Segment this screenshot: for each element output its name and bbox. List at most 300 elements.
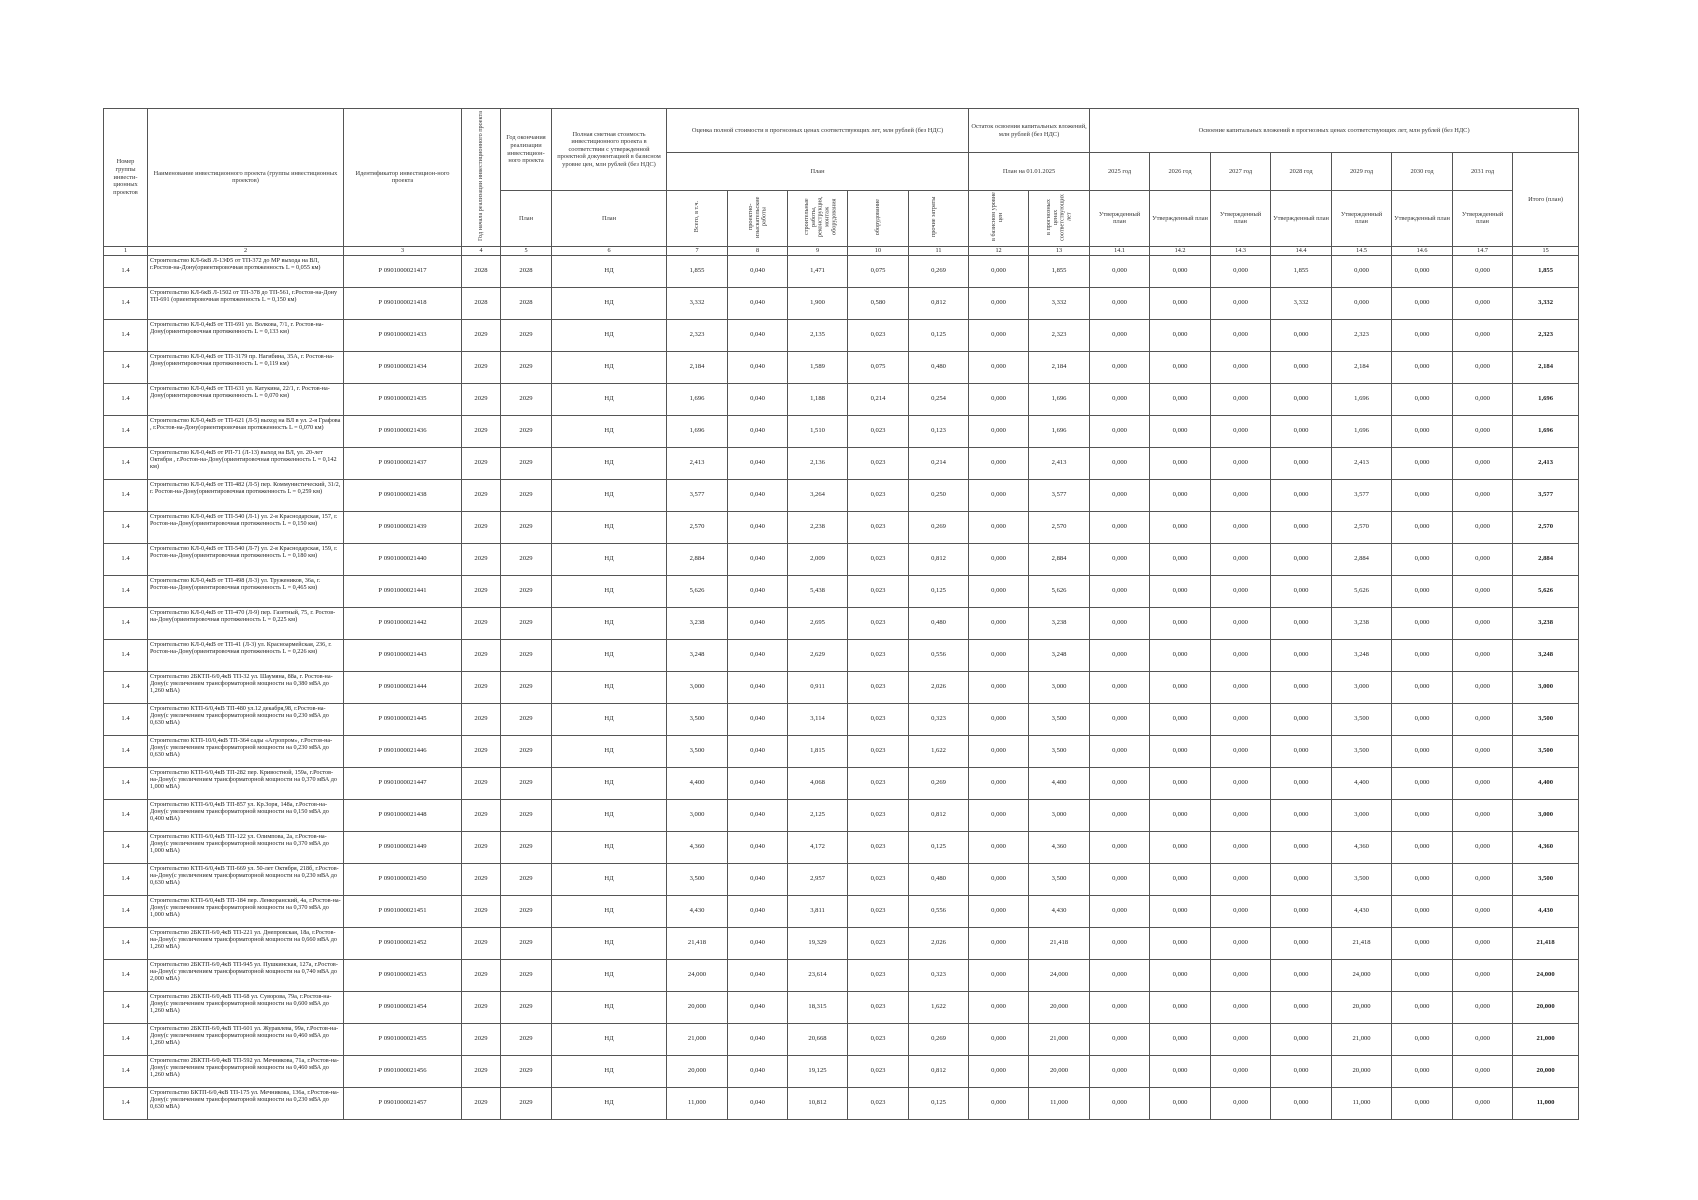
start-year-cell: 2029: [462, 639, 501, 671]
total-cost-cell: 2,884: [667, 543, 728, 575]
capex-2027-cell: 0,000: [1211, 863, 1271, 895]
total-cost-cell: 2,184: [667, 351, 728, 383]
table-header: [104, 109, 1579, 256]
remainder-base-cell: 0,000: [969, 543, 1029, 575]
capex-2028-cell: 0,000: [1271, 415, 1332, 447]
total-plan-cell: 1,855: [1513, 255, 1579, 287]
capex-2025-cell: 0,000: [1090, 863, 1150, 895]
header-capex-by-year: Освоение капитальных вложений в прогнозных ценах соответствующих лет, млн рублей (без НДС): [1090, 109, 1579, 153]
capex-2029-cell: 20,000: [1332, 1055, 1392, 1087]
survey-cost-cell: 0,040: [728, 1055, 788, 1087]
capex-2028-cell: 0,000: [1271, 863, 1332, 895]
start-year-cell: 2029: [462, 799, 501, 831]
equipment-cost-cell: 0,023: [848, 511, 909, 543]
other-cost-cell: 0,480: [909, 863, 969, 895]
end-year-cell: 2029: [501, 351, 552, 383]
group-number-cell: 1.4: [104, 479, 148, 511]
construction-cost-cell: 1,510: [788, 415, 848, 447]
capex-2027-cell: 0,000: [1211, 1087, 1271, 1119]
capex-2025-cell: 0,000: [1090, 511, 1150, 543]
capex-2026-cell: 0,000: [1150, 991, 1211, 1023]
total-plan-cell: 3,248: [1513, 639, 1579, 671]
project-id-cell: Р 0901000021446: [344, 735, 462, 767]
remainder-forecast-cell: 4,430: [1029, 895, 1090, 927]
equipment-cost-cell: 0,023: [848, 671, 909, 703]
start-year-cell: 2029: [462, 543, 501, 575]
project-name-cell: Строительство 2БКТП-6/0,4кВ ТП-945 ул. Пушкинская, 127а, г.Ростов-на-Дону(с увеличением трансформаторной мощности на 0,740 мВА до 2,000 мВА): [148, 959, 344, 991]
estimate-cell: НД: [552, 479, 667, 511]
capex-2027-cell: 0,000: [1211, 927, 1271, 959]
project-name-cell: Строительство КЛ-6кВ Л-1502 от ТП-378 до ТП-561, г.Ростов-на-Дону ТП-691 (ориентировочная протяженность L = 0,150 км): [148, 287, 344, 319]
group-number-cell: 1.4: [104, 511, 148, 543]
capex-2029-cell: 2,570: [1332, 511, 1392, 543]
survey-cost-cell: 0,040: [728, 319, 788, 351]
capex-2030-cell: 0,000: [1392, 319, 1453, 351]
capex-2030-cell: 0,000: [1392, 959, 1453, 991]
capex-2031-cell: 0,000: [1453, 895, 1513, 927]
capex-2027-cell: 0,000: [1211, 447, 1271, 479]
equipment-cost-cell: 0,023: [848, 831, 909, 863]
total-plan-cell: 2,323: [1513, 319, 1579, 351]
estimate-cell: НД: [552, 415, 667, 447]
capex-2030-cell: 0,000: [1392, 1023, 1453, 1055]
total-plan-cell: 4,430: [1513, 895, 1579, 927]
project-id-cell: Р 0901000021418: [344, 287, 462, 319]
estimate-cell: НД: [552, 543, 667, 575]
capex-2026-cell: 0,000: [1150, 319, 1211, 351]
remainder-base-cell: 0,000: [969, 319, 1029, 351]
table-row: [104, 639, 1579, 671]
capex-2031-cell: 0,000: [1453, 607, 1513, 639]
remainder-forecast-cell: 21,418: [1029, 927, 1090, 959]
start-year-cell: 2029: [462, 351, 501, 383]
project-id-cell: Р 0901000021442: [344, 607, 462, 639]
remainder-base-cell: 0,000: [969, 1055, 1029, 1087]
capex-2028-cell: 0,000: [1271, 607, 1332, 639]
capex-2028-cell: 0,000: [1271, 959, 1332, 991]
project-id-cell: Р 0901000021434: [344, 351, 462, 383]
capex-2029-cell: 21,000: [1332, 1023, 1392, 1055]
column-number: 15: [1513, 246, 1579, 255]
table-row: [104, 831, 1579, 863]
end-year-cell: 2029: [501, 767, 552, 799]
remainder-base-cell: 0,000: [969, 255, 1029, 287]
remainder-forecast-cell: 2,413: [1029, 447, 1090, 479]
capex-2026-cell: 0,000: [1150, 767, 1211, 799]
remainder-base-cell: 0,000: [969, 799, 1029, 831]
end-year-cell: 2029: [501, 415, 552, 447]
other-cost-cell: 0,250: [909, 479, 969, 511]
column-number: 14.6: [1392, 246, 1453, 255]
other-cost-cell: 0,125: [909, 831, 969, 863]
construction-cost-cell: 2,629: [788, 639, 848, 671]
column-number: 4: [462, 246, 501, 255]
start-year-cell: 2029: [462, 927, 501, 959]
capex-2025-cell: 0,000: [1090, 767, 1150, 799]
capex-2027-cell: 0,000: [1211, 511, 1271, 543]
capex-2025-cell: 0,000: [1090, 735, 1150, 767]
start-year-cell: 2029: [462, 415, 501, 447]
capex-2028-cell: 0,000: [1271, 319, 1332, 351]
equipment-cost-cell: 0,023: [848, 415, 909, 447]
capex-2027-cell: 0,000: [1211, 575, 1271, 607]
start-year-cell: 2029: [462, 831, 501, 863]
table-row: [104, 575, 1579, 607]
total-plan-cell: 4,400: [1513, 767, 1579, 799]
equipment-cost-cell: 0,075: [848, 255, 909, 287]
remainder-forecast-cell: 2,323: [1029, 319, 1090, 351]
capex-2028-cell: 0,000: [1271, 703, 1332, 735]
construction-cost-cell: 2,238: [788, 511, 848, 543]
capex-2025-cell: 0,000: [1090, 831, 1150, 863]
capex-2030-cell: 0,000: [1392, 415, 1453, 447]
other-cost-cell: 2,026: [909, 927, 969, 959]
table-row: [104, 255, 1579, 287]
capex-2026-cell: 0,000: [1150, 415, 1211, 447]
project-id-cell: Р 0901000021441: [344, 575, 462, 607]
project-name-cell: Строительство КЛ-0,4кВ от ТП-3179 пр. Нагибина, 35А, г. Ростов-на-Дону(ориентировочная протяженность L = 0,119 км): [148, 351, 344, 383]
header-approved-2031: Утвержденный план: [1453, 191, 1513, 247]
capex-2030-cell: 0,000: [1392, 863, 1453, 895]
construction-cost-cell: 5,438: [788, 575, 848, 607]
equipment-cost-cell: 0,023: [848, 735, 909, 767]
remainder-forecast-cell: 3,500: [1029, 863, 1090, 895]
header-approved-2028: Утвержденный план: [1271, 191, 1332, 247]
capex-2025-cell: 0,000: [1090, 351, 1150, 383]
capex-2030-cell: 0,000: [1392, 383, 1453, 415]
capex-2028-cell: 0,000: [1271, 511, 1332, 543]
header-approved-2029: Утвержденный план: [1332, 191, 1392, 247]
end-year-cell: 2029: [501, 575, 552, 607]
total-plan-cell: 1,696: [1513, 415, 1579, 447]
other-cost-cell: 0,125: [909, 575, 969, 607]
capex-2031-cell: 0,000: [1453, 255, 1513, 287]
end-year-cell: 2029: [501, 799, 552, 831]
end-year-cell: 2029: [501, 607, 552, 639]
other-cost-cell: 0,812: [909, 1055, 969, 1087]
end-year-cell: 2029: [501, 1087, 552, 1119]
capex-2027-cell: 0,000: [1211, 415, 1271, 447]
table-row: [104, 959, 1579, 991]
capex-2027-cell: 0,000: [1211, 479, 1271, 511]
survey-cost-cell: 0,040: [728, 447, 788, 479]
end-year-cell: 2029: [501, 863, 552, 895]
capex-2028-cell: 0,000: [1271, 383, 1332, 415]
capex-2025-cell: 0,000: [1090, 991, 1150, 1023]
header-year-2025: 2025 год: [1090, 153, 1150, 191]
total-cost-cell: 3,577: [667, 479, 728, 511]
total-plan-cell: 3,332: [1513, 287, 1579, 319]
capex-2028-cell: 0,000: [1271, 831, 1332, 863]
group-number-cell: 1.4: [104, 287, 148, 319]
capex-2031-cell: 0,000: [1453, 991, 1513, 1023]
remainder-base-cell: 0,000: [969, 511, 1029, 543]
construction-cost-cell: 1,815: [788, 735, 848, 767]
project-id-cell: Р 0901000021436: [344, 415, 462, 447]
capex-2030-cell: 0,000: [1392, 735, 1453, 767]
capex-2029-cell: 3,500: [1332, 735, 1392, 767]
remainder-base-cell: 0,000: [969, 607, 1029, 639]
start-year-cell: 2029: [462, 767, 501, 799]
capex-2028-cell: 0,000: [1271, 1023, 1332, 1055]
equipment-cost-cell: 0,023: [848, 767, 909, 799]
capex-2025-cell: 0,000: [1090, 543, 1150, 575]
total-cost-cell: 1,855: [667, 255, 728, 287]
end-year-cell: 2029: [501, 991, 552, 1023]
total-cost-cell: 2,570: [667, 511, 728, 543]
equipment-cost-cell: 0,023: [848, 1055, 909, 1087]
survey-cost-cell: 0,040: [728, 415, 788, 447]
table-row: [104, 287, 1579, 319]
capex-2030-cell: 0,000: [1392, 287, 1453, 319]
estimate-cell: НД: [552, 351, 667, 383]
survey-cost-cell: 0,040: [728, 351, 788, 383]
total-cost-cell: 4,360: [667, 831, 728, 863]
remainder-forecast-cell: 20,000: [1029, 991, 1090, 1023]
total-cost-cell: 3,000: [667, 671, 728, 703]
estimate-cell: НД: [552, 319, 667, 351]
construction-cost-cell: 10,812: [788, 1087, 848, 1119]
survey-cost-cell: 0,040: [728, 671, 788, 703]
header-remainder: Остаток освоения капитальных вложений, млн рублей (без НДС): [969, 109, 1090, 153]
capex-2029-cell: 2,884: [1332, 543, 1392, 575]
capex-2029-cell: 3,000: [1332, 799, 1392, 831]
capex-2029-cell: 24,000: [1332, 959, 1392, 991]
group-number-cell: 1.4: [104, 671, 148, 703]
header-sub-total: Всего, в т.ч.: [667, 191, 728, 247]
capex-2027-cell: 0,000: [1211, 959, 1271, 991]
survey-cost-cell: 0,040: [728, 959, 788, 991]
total-cost-cell: 3,238: [667, 607, 728, 639]
total-cost-cell: 3,500: [667, 735, 728, 767]
total-plan-cell: 2,184: [1513, 351, 1579, 383]
header-plan-on-date: План на 01.01.2025: [969, 153, 1090, 191]
capex-2029-cell: 11,000: [1332, 1087, 1392, 1119]
construction-cost-cell: 2,695: [788, 607, 848, 639]
capex-2028-cell: 0,000: [1271, 479, 1332, 511]
header-sub-forecast-prices: в прогнозных ценах соответствующих лет: [1029, 191, 1090, 247]
capex-2025-cell: 0,000: [1090, 703, 1150, 735]
remainder-forecast-cell: 21,000: [1029, 1023, 1090, 1055]
capex-2030-cell: 0,000: [1392, 767, 1453, 799]
project-id-cell: Р 0901000021447: [344, 767, 462, 799]
capex-2030-cell: 0,000: [1392, 351, 1453, 383]
capex-2031-cell: 0,000: [1453, 479, 1513, 511]
group-number-cell: 1.4: [104, 959, 148, 991]
capex-2026-cell: 0,000: [1150, 511, 1211, 543]
remainder-forecast-cell: 1,696: [1029, 415, 1090, 447]
header-year-2030: 2030 год: [1392, 153, 1453, 191]
project-name-cell: Строительство КТП-6/0,4кВ ТП-857 ул. Кр.Зоря, 148а, г.Ростов-на-Дону(с увеличением трансформаторной мощности на 0,150 мВА до 0,400 мВА): [148, 799, 344, 831]
start-year-cell: 2029: [462, 895, 501, 927]
header-year-2026: 2026 год: [1150, 153, 1211, 191]
project-name-cell: Строительство 2БКТП-6/0,4кВ ТП-221 ул. Днепровская, 18а, г.Ростов-на-Дону(с увеличением трансформаторной мощности на 0,660 мВА до 1,260 мВА): [148, 927, 344, 959]
table-row: [104, 927, 1579, 959]
remainder-base-cell: 0,000: [969, 415, 1029, 447]
capex-2027-cell: 0,000: [1211, 831, 1271, 863]
capex-2027-cell: 0,000: [1211, 543, 1271, 575]
header-year-2029: 2029 год: [1332, 153, 1392, 191]
project-name-cell: Строительство 2БКТП-6/0,4кВ ТП-32 ул. Шаумяна, 88а, г. Ростов-на-Дону(с увеличением трансформаторной мощности на 0,380 мВА до 1,260 мВА): [148, 671, 344, 703]
total-plan-cell: 3,000: [1513, 671, 1579, 703]
header-end-plan: План: [501, 191, 552, 247]
construction-cost-cell: 2,957: [788, 863, 848, 895]
total-cost-cell: 21,418: [667, 927, 728, 959]
equipment-cost-cell: 0,023: [848, 575, 909, 607]
total-cost-cell: 3,248: [667, 639, 728, 671]
end-year-cell: 2029: [501, 511, 552, 543]
survey-cost-cell: 0,040: [728, 863, 788, 895]
capex-2027-cell: 0,000: [1211, 383, 1271, 415]
construction-cost-cell: 2,135: [788, 319, 848, 351]
column-number: 14.7: [1453, 246, 1513, 255]
remainder-base-cell: 0,000: [969, 383, 1029, 415]
group-number-cell: 1.4: [104, 895, 148, 927]
capex-2030-cell: 0,000: [1392, 703, 1453, 735]
end-year-cell: 2028: [501, 255, 552, 287]
project-name-cell: Строительство 2БКТП-6/0,4кВ ТП-601 ул. Журавлева, 99а, г.Ростов-на-Дону(с увеличением трансформаторной мощности на 0,460 мВА до 1,260 мВА): [148, 1023, 344, 1055]
start-year-cell: 2029: [462, 383, 501, 415]
capex-2029-cell: 4,430: [1332, 895, 1392, 927]
capex-2028-cell: 0,000: [1271, 639, 1332, 671]
other-cost-cell: 0,125: [909, 319, 969, 351]
project-name-cell: Строительство КЛ-0,4кВ от ТП-41 (Л-3) ул. Красноармейская, 236, г. Ростов-на-Дону(ориентировочная протяженность L = 0,226 км): [148, 639, 344, 671]
capex-2028-cell: 0,000: [1271, 767, 1332, 799]
group-number-cell: 1.4: [104, 703, 148, 735]
survey-cost-cell: 0,040: [728, 927, 788, 959]
capex-2026-cell: 0,000: [1150, 1087, 1211, 1119]
remainder-base-cell: 0,000: [969, 959, 1029, 991]
header-forecast-cost: Оценка полной стоимости в прогнозных ценах соответствующих лет, млн рублей (без НДС): [667, 109, 969, 153]
other-cost-cell: 0,812: [909, 799, 969, 831]
estimate-cell: НД: [552, 607, 667, 639]
capex-2030-cell: 0,000: [1392, 543, 1453, 575]
other-cost-cell: 0,125: [909, 1087, 969, 1119]
estimate-cell: НД: [552, 383, 667, 415]
total-cost-cell: 2,413: [667, 447, 728, 479]
table-row: [104, 767, 1579, 799]
total-plan-cell: 3,577: [1513, 479, 1579, 511]
capex-2030-cell: 0,000: [1392, 1087, 1453, 1119]
remainder-base-cell: 0,000: [969, 447, 1029, 479]
table-row: [104, 415, 1579, 447]
column-number: 1: [104, 246, 148, 255]
project-name-cell: Строительство КТП-6/0,4кВ ТП-669 ул. 50-лет Октября, 218б, г.Ростов-на-Дону(с увеличением трансформаторной мощности на 0,230 мВА до 0,630 мВА): [148, 863, 344, 895]
capex-2025-cell: 0,000: [1090, 319, 1150, 351]
capex-2025-cell: 0,000: [1090, 895, 1150, 927]
construction-cost-cell: 2,125: [788, 799, 848, 831]
remainder-base-cell: 0,000: [969, 479, 1029, 511]
header-approved-2030: Утвержденный план: [1392, 191, 1453, 247]
total-cost-cell: 3,332: [667, 287, 728, 319]
capex-2028-cell: 0,000: [1271, 895, 1332, 927]
capex-2026-cell: 0,000: [1150, 351, 1211, 383]
project-name-cell: Строительство КЛ-0,4кВ от ТП-631 ул. Катукина, 22/1, г. Ростов-на-Дону(ориентировочная протяженность L = 0,070 км): [148, 383, 344, 415]
project-id-cell: Р 0901000021445: [344, 703, 462, 735]
table-row: [104, 479, 1579, 511]
total-plan-cell: 3,238: [1513, 607, 1579, 639]
header-group-number: Номер группы инвести-ционных проектов: [104, 109, 148, 247]
capex-2026-cell: 0,000: [1150, 287, 1211, 319]
group-number-cell: 1.4: [104, 447, 148, 479]
capex-2030-cell: 0,000: [1392, 895, 1453, 927]
equipment-cost-cell: 0,023: [848, 639, 909, 671]
estimate-cell: НД: [552, 255, 667, 287]
construction-cost-cell: 3,114: [788, 703, 848, 735]
end-year-cell: 2029: [501, 319, 552, 351]
column-number: 5: [501, 246, 552, 255]
capex-2026-cell: 0,000: [1150, 607, 1211, 639]
other-cost-cell: 0,214: [909, 447, 969, 479]
remainder-forecast-cell: 3,238: [1029, 607, 1090, 639]
table-row: [104, 895, 1579, 927]
equipment-cost-cell: 0,023: [848, 959, 909, 991]
capex-2025-cell: 0,000: [1090, 255, 1150, 287]
remainder-forecast-cell: 3,248: [1029, 639, 1090, 671]
estimate-cell: НД: [552, 991, 667, 1023]
capex-2025-cell: 0,000: [1090, 639, 1150, 671]
capex-2027-cell: 0,000: [1211, 703, 1271, 735]
project-name-cell: Строительство 2БКТП-6/0,4кВ ТП-68 ул. Суворова, 79а, г.Ростов-на-Дону(с увеличением трансформаторной мощности на 0,600 мВА до 1,260 мВА): [148, 991, 344, 1023]
capex-2025-cell: 0,000: [1090, 1055, 1150, 1087]
survey-cost-cell: 0,040: [728, 991, 788, 1023]
estimate-cell: НД: [552, 799, 667, 831]
total-plan-cell: 2,884: [1513, 543, 1579, 575]
header-approved-2026: Утвержденный план: [1150, 191, 1211, 247]
investment-table-sheet: [103, 108, 1579, 1120]
construction-cost-cell: 3,811: [788, 895, 848, 927]
header-sub-pir: проектно-изыскательские работы: [728, 191, 788, 247]
end-year-cell: 2029: [501, 1023, 552, 1055]
project-id-cell: Р 0901000021457: [344, 1087, 462, 1119]
header-approved-2025: Утвержденный план: [1090, 191, 1150, 247]
capex-2029-cell: 5,626: [1332, 575, 1392, 607]
project-name-cell: Строительство КЛ-0,4кВ от ТП-540 (Л-1) ул. 2-я Краснодарская, 157, г. Ростов-на-Дону(ориентировочная протяженность L = 0,150 км): [148, 511, 344, 543]
capex-2028-cell: 0,000: [1271, 1055, 1332, 1087]
column-number: 12: [969, 246, 1029, 255]
estimate-cell: НД: [552, 959, 667, 991]
table-row: [104, 703, 1579, 735]
group-number-cell: 1.4: [104, 1055, 148, 1087]
other-cost-cell: 0,480: [909, 607, 969, 639]
equipment-cost-cell: 0,023: [848, 1087, 909, 1119]
capex-2026-cell: 0,000: [1150, 735, 1211, 767]
project-name-cell: Строительство КЛ-0,4кВ от ТП-540 (Л-7) ул. 2-я Краснодарская, 159, г. Ростов-на-Дону(ориентировочная протяженность L = 0,180 км): [148, 543, 344, 575]
table-row: [104, 735, 1579, 767]
column-number: 10: [848, 246, 909, 255]
capex-2029-cell: 4,360: [1332, 831, 1392, 863]
construction-cost-cell: 0,911: [788, 671, 848, 703]
capex-2025-cell: 0,000: [1090, 415, 1150, 447]
estimate-cell: НД: [552, 735, 667, 767]
capex-2030-cell: 0,000: [1392, 255, 1453, 287]
capex-2025-cell: 0,000: [1090, 1087, 1150, 1119]
capex-2027-cell: 0,000: [1211, 991, 1271, 1023]
capex-2027-cell: 0,000: [1211, 287, 1271, 319]
start-year-cell: 2029: [462, 959, 501, 991]
project-id-cell: Р 0901000021438: [344, 479, 462, 511]
construction-cost-cell: 4,068: [788, 767, 848, 799]
survey-cost-cell: 0,040: [728, 383, 788, 415]
total-plan-cell: 11,000: [1513, 1087, 1579, 1119]
construction-cost-cell: 1,900: [788, 287, 848, 319]
remainder-forecast-cell: 1,696: [1029, 383, 1090, 415]
capex-2031-cell: 0,000: [1453, 703, 1513, 735]
group-number-cell: 1.4: [104, 575, 148, 607]
end-year-cell: 2029: [501, 831, 552, 863]
capex-2031-cell: 0,000: [1453, 1023, 1513, 1055]
column-number: 14.3: [1211, 246, 1271, 255]
